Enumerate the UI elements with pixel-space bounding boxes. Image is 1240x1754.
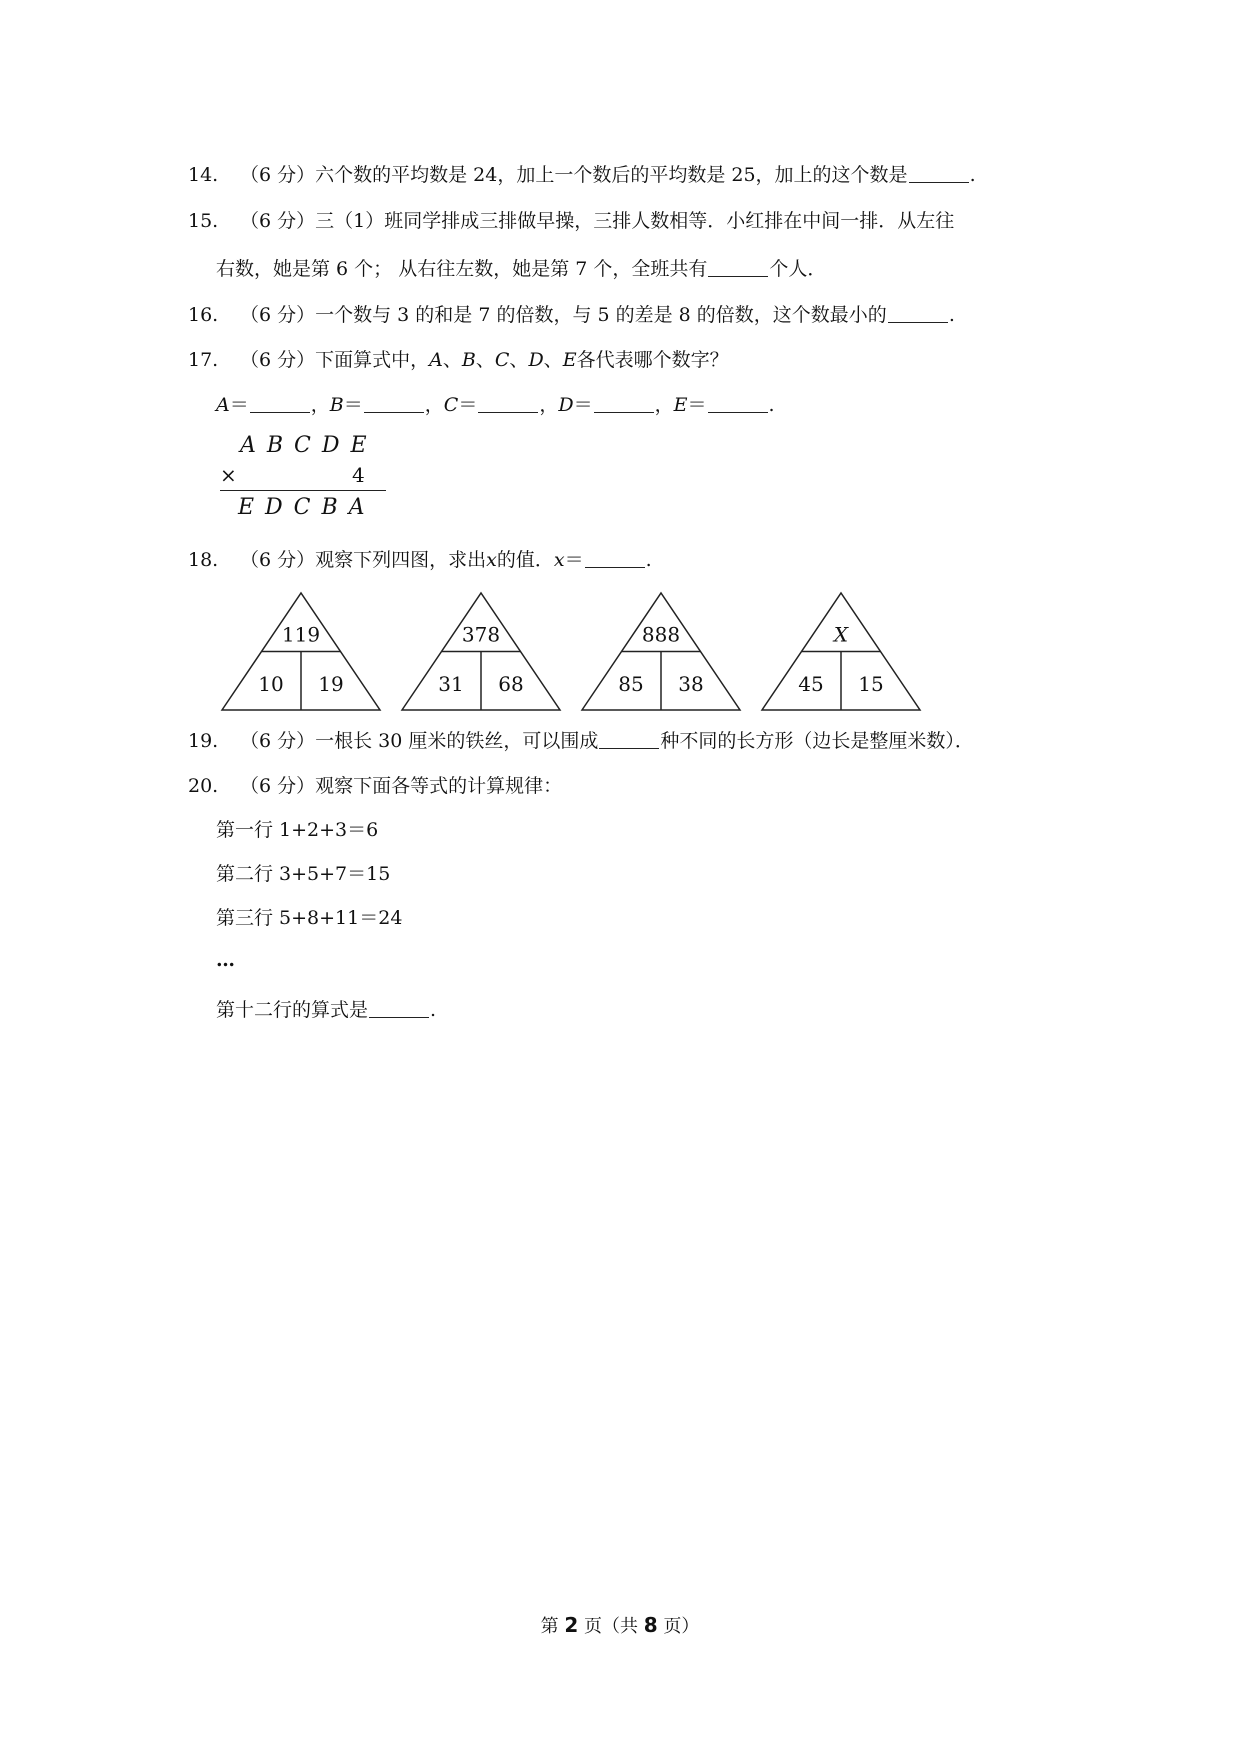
- question-number: 20.: [188, 775, 219, 797]
- answer-blank-d[interactable]: [594, 394, 654, 413]
- answer-blank[interactable]: [909, 164, 969, 183]
- answer-blank-b[interactable]: [364, 394, 424, 413]
- variable-x: x: [486, 549, 497, 571]
- answer-blank[interactable]: [708, 258, 768, 277]
- answer-blank-c[interactable]: [478, 394, 538, 413]
- triangle-left-value: 45: [798, 672, 824, 696]
- question-number: 19.: [188, 730, 219, 752]
- total-pages: 8: [643, 1613, 658, 1637]
- question-text: 第十二行的算式是: [216, 999, 369, 1021]
- question-text: 的值．: [496, 549, 554, 571]
- triangle-left-value: 10: [258, 672, 284, 696]
- question-text: 种不同的长方形（边长是整厘米数）．: [660, 730, 974, 752]
- question-text: （6 分）观察下面各等式的计算规律：: [240, 775, 563, 797]
- question-text: （6 分）下面算式中，: [240, 349, 430, 371]
- multiplier: 4: [352, 463, 367, 487]
- product: E D C B A: [238, 495, 367, 520]
- answer-label-b: B: [329, 394, 344, 416]
- triangle-top-value: 378: [461, 622, 501, 647]
- question-text: 个人．: [769, 258, 827, 280]
- question-text: （6 分）一根长 30 厘米的铁丝，可以围成: [240, 730, 599, 752]
- exam-page: 14. （6 分）六个数的平均数是 24，加上一个数后的平均数是 25，加上的这个数是 . 15. （6 分）三（1）班同学排成三排做早操，三排人数相等．小红排在中间一排．从左往 右数，她是第 6 个； 从右往左数，她是第 7 个，全班共有 个人． 16. （6 分）一个数与 3 的和是 7 的倍数，与 5 的差是 8 的倍数，这个数最小的 . 17. （6 分）下面算式中，A、B、C、D、E各代表哪个数字？ A＝ ，B＝ ，C＝ ，D＝ ，E＝ . A B C D E × 4 E D C B A 18. （6 分）观察下列四图，求出x的值．x＝ . 119 10 19 378 31 68 888 85 38 X 45 15 19. （6 分）一根长 30 厘米的铁丝，可以围成 种不同的长方形（边长是整厘米数）． 20. （6 分）观察下面各等式的计算规律： 第一行 1+2+3＝6 第二行 3+5+7＝15 第三行 5+8+11＝24 … 第十二行的算式是 . 第 2 页（共 8 页）: [0, 0, 1240, 1754]
- question-number: 18.: [188, 549, 219, 571]
- question-number: 15.: [188, 210, 219, 232]
- triangle-right-value: 38: [678, 672, 704, 696]
- page-footer: 第 2 页（共 8 页）: [540, 1613, 700, 1637]
- triangle-top-value: 119: [281, 622, 321, 647]
- punctuation: .: [948, 304, 955, 326]
- answer-blank[interactable]: [585, 549, 645, 568]
- question-text: （6 分）六个数的平均数是 24，加上一个数后的平均数是 25，加上的这个数是: [240, 164, 908, 186]
- triangle-left-value: 31: [438, 672, 464, 696]
- answer-blank-e[interactable]: [708, 394, 768, 413]
- triangle-left-value: 85: [618, 672, 644, 696]
- variable-x: x: [553, 549, 565, 571]
- letter-c: C: [494, 349, 510, 371]
- multiplication-rule: [220, 490, 386, 491]
- answer-blank-a[interactable]: [250, 394, 310, 413]
- letter-a: A: [429, 349, 443, 371]
- punctuation: .: [969, 164, 976, 186]
- letter-e: E: [562, 349, 577, 371]
- answer-blank[interactable]: [888, 304, 948, 323]
- triangle-figures-svg: [218, 590, 938, 720]
- multiply-sign: ×: [220, 463, 239, 487]
- triangle-figure-1: [222, 593, 380, 710]
- letter-b: B: [461, 349, 476, 371]
- answer-label-a: A: [216, 394, 230, 416]
- question-number: 14.: [188, 164, 219, 186]
- question-number: 16.: [188, 304, 219, 326]
- question-text: 右数，她是第 6 个； 从右往左数，她是第 7 个，全班共有: [216, 258, 708, 280]
- answer-blank[interactable]: [599, 730, 659, 749]
- triangle-top-value: X: [833, 622, 849, 647]
- multiplication-diagram: [218, 433, 388, 523]
- answer-label-d: D: [558, 394, 574, 416]
- question-text: （6 分）三（1）班同学排成三排做早操，三排人数相等．小红排在中间一排．从左往: [240, 210, 955, 232]
- triangle-right-value: 68: [498, 672, 524, 696]
- triangle-top-value: 888: [641, 622, 681, 647]
- question-text: （6 分）一个数与 3 的和是 7 的倍数，与 5 的差是 8 的倍数，这个数最小的: [240, 304, 887, 326]
- question-number: 17.: [188, 349, 219, 371]
- multiplicand: A B C D E: [240, 433, 369, 458]
- triangle-figure-3: [582, 593, 740, 710]
- triangle-right-value: 19: [318, 672, 344, 696]
- page-number: 2: [564, 1613, 579, 1637]
- triangle-figures: [218, 590, 938, 720]
- triangle-figure-2: [402, 593, 560, 710]
- answer-label-e: E: [673, 394, 688, 416]
- question-text: （6 分）观察下列四图，求出: [240, 549, 487, 571]
- letter-d: D: [528, 349, 544, 371]
- question-text: 各代表哪个数字？: [576, 349, 729, 371]
- answer-blank[interactable]: [369, 999, 429, 1018]
- triangle-figure-4: [762, 593, 920, 710]
- triangle-right-value: 15: [858, 672, 884, 696]
- answer-label-c: C: [443, 394, 459, 416]
